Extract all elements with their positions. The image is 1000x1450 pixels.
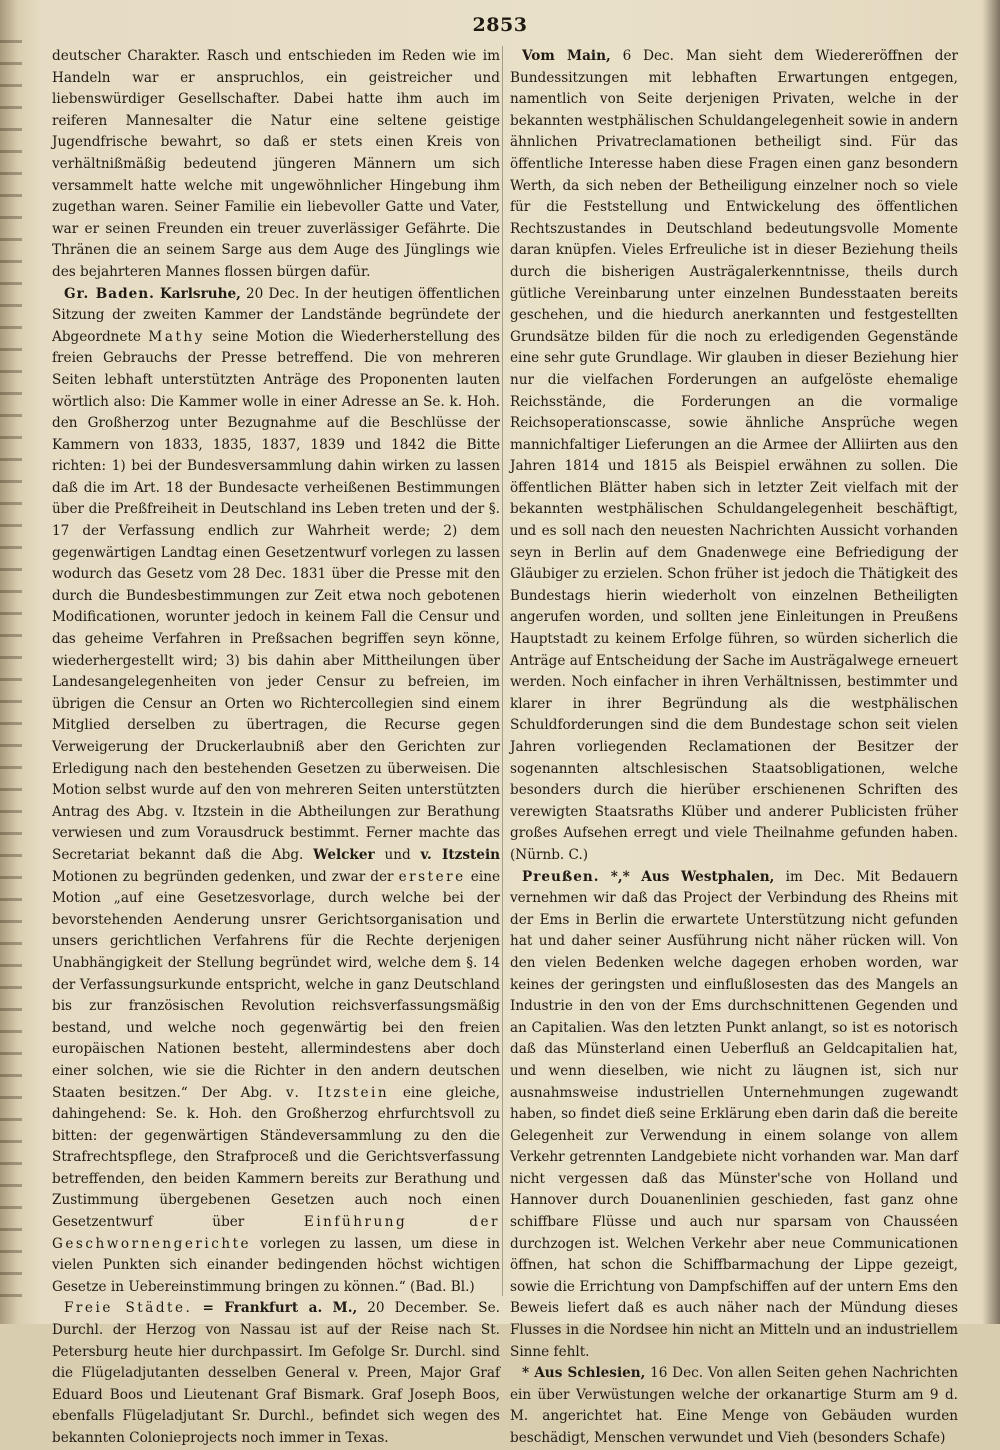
article-text: Von allen Seiten gehen Nachrichten ein über Verwüstungen welche der orkanartige Sturm am 9 d. M. angerichtet hat. Eine Menge von Gebäuden wurden beschädigt, Menschen verwundet und Vieh (besonders Schafe) <box>510 1365 958 1446</box>
article-dateline-place: Karlsruhe, <box>159 285 241 302</box>
article-vom-main <box>510 46 958 867</box>
article-frankfurt <box>52 1298 500 1449</box>
margin-bleed-through <box>0 40 22 1310</box>
article-dateline-date: 20 Dec. <box>246 285 300 302</box>
article-dateline-place: Vom Main, <box>522 48 611 64</box>
left-column <box>52 46 501 1446</box>
page-edge-shadow <box>982 0 1000 1324</box>
article-text: Mit Bedauern vernehmen wir daß das Project der Verbindung des Rheins mit der Ems in Berlin die erwartete Unterstützung nicht gefunden hat und daher seiner Ausführung nicht näher rücken will. Von den vielen Bedenken welche dagegen erhoben worden, war keines der geringsten und einflußlosesten das des Mangels an Industrie in den von der Ems durchschnittenen Gegenden und an Capitalien. Was den letzten Punkt anlangt, so ist es notorisch daß das Münsterland einen Ueberfluß an Geldcapitalien hat, und wenn dieselben, wie nicht zu läugnen ist, sich nur ausnahmsweise industriellen Unternehmungen zugewandt haben, so findet dieß seine Erklärung eben darin daß die bereite Gelegenheit zur Verwendung in einem solange von allem Verkehr getrennten Landgebiete nicht vorhanden war. Man darf nicht vergessen daß das Münster'sche von Holland und Hannover durch Douanenlinien geschieden, fast ganz ohne schiffbare Flüsse und auch nur sparsam von Chausséen durchzogen ist. Welchen Verkehr aber neue Communicationen öffnen, hat schon die Schiffbarmachung der Lippe gezeigt, sowie die Errichtung von Dampfschiffen auf der untern Ems den Beweis liefert daß es auch näher nach der Mündung dieses Flusses in die Nordsee hin nicht an Mitteln und an industriellem Sinne fehlt. <box>510 868 958 1360</box>
bold-name: Welcker <box>313 846 375 863</box>
article-dateline-place: = Frankfurt a. M., <box>202 1300 358 1317</box>
article-dateline-date: im Dec. <box>785 868 845 885</box>
article-text: Man sieht dem Wiedereröffnen der Bundessitzungen mit lebhaften Erwartungen entgegen, namentlich von Seite derjenigen Privaten, welche in der bekannten westphälischen Schuldangelegenheit sowie in andern ähnlichen Privatreclamationen betheiligt sind. Für das öffentliche Interesse haben diese Fragen einen ganz besondern Werth, da sich neben der Betheiligung einzelner noch so viele für die Feststellung und Entwickelung des öffentlichen Rechtszustandes in Deutschland bedeutungsvolle Momente daran knüpfen. Vieles Erfreuliche ist in dieser Beziehung theils durch die bisherigen Austrägalerkenntnisse, theils durch gütliche Vereinbarung unter einzelnen Bundesstaaten bereits geschehen, und die hiedurch anerkannten und festgestellten Grundsätze bilden für die noch zu erledigenden Gegenstände eine sehr gute Grundlage. Wir glauben in dieser Beziehung hier nur die vielfachen Forderungen an aufgelöste ehemalige Reichsstände, die Forderungen an die vormalige Reichsoperationscasse, sowie ähnliche Ansprüche wegen mannichfaltiger Lieferungen an die Armee der Alliirten aus den Jahren 1814 und 1815 als Beispiel erwähnen zu sollen. Die öffentlichen Blätter haben sich in letzter Zeit vielfach mit der bekannten westphälischen Schuldangelegenheit beschäftigt, und es soll nach den neuesten Nachrichten Aussicht vorhanden seyn in Berlin auf dem Gnadenwege eine Befriedigung der Gläubiger zu erzielen. Schon früher ist jedoch die Thätigkeit des Bundestags hierin wiederholt von einzelnen Betheiligten angerufen worden, und sollten jene Einleitungen in Preußens Hauptstadt zu keinem Erfolge führen, so würden sicherlich die Anträge auf Entscheidung der Sache im Austrägalwege erneuert werden. Noch einfacher in ihren Verhältnissen, bestimmter und klarer in ihrer Begründung als die westphälischen Schuldforderungen sind die dem Bundestage schon seit vielen Jahren vorliegenden Reclamationen der Besitzer der sogenannten altschlesischen Staatsobligationen, welche besonders durch die hierüber erschienenen Schriften des verewigten Staatsraths Klüber und anderer Publicisten früher großes Aufsehen erregt und viele Theilnahme gefunden haben. (Nürnb. C.) <box>510 48 958 863</box>
article-heading: Gr. Baden. <box>64 285 155 302</box>
page-number: 2853 <box>472 14 528 36</box>
spaced-name: v. Itzstein <box>285 1084 390 1101</box>
article-continuation <box>52 46 500 284</box>
article-dateline-place: * Aus Schlesien, <box>522 1365 646 1382</box>
column-divider <box>502 46 503 1296</box>
spaced-name: Einführung der Geschwornengerichte <box>52 1214 500 1252</box>
article-text: eine gleiche, dahingehend: Se. k. Hoh. den Großherzog ehrfurchtsvoll zu bitten: der gegenwärtigen Ständeversammlung zu den die Strafrechtspflege, den Strafproceß und die Gerichtsverfassung betreffenden, den beiden Kammern bereits zur Berathung und Zustimmung übergebenen Gesetzen auch noch einen Gesetzentwurf über <box>52 1084 500 1231</box>
article-dateline-date: 16 Dec. <box>650 1365 704 1382</box>
article-text: vorlegen zu lassen, um diese in vielen Punkten sich einander bedingenden höchst wichtigen Gesetze in Uebereinstimmung bringen zu können.“ (Bad. Bl.) <box>52 1235 500 1295</box>
article-text: Se. Durchl. der Herzog von Nassau ist auf der Reise nach St. Petersburg heute hier durchpassirt. Im Gefolge Sr. Durchl. sind die Flügeladjutanten desselben General v. Preen, Major Graf Eduard Boos und Lieutenant Graf Bismark. Graf Joseph Boos, ebenfalls Flügeladjutant Sr. Durchl., befindet sich wegen des bekannten Colonieprojects noch immer in Texas. <box>52 1300 500 1446</box>
article-baden <box>52 284 500 1299</box>
article-text: In der heutigen öffentlichen Sitzung der zweiten Kammer der Landstände begründete der Abgeordnete <box>52 285 501 345</box>
spaced-name: Mathy <box>148 328 205 345</box>
article-dateline-date: 6 Dec. <box>622 48 674 64</box>
obituary-text: deutscher Charakter. Rasch und entschieden im Reden wie im Handeln war er anspruchlos, ein geistreicher und liebenswürdiger Gesellschafter. Dabei hatte ihm auch im reiferen Mannesalter die Natur eine seltene geistige Jugendfrische bewahrt, so daß er stets einen Kreis von verhältnißmäßig bedeutend jüngeren Männern um sich versammelt hatte welche mit ungewöhnlicher Hingebung ihm zugethan waren. Seiner Familie ein liebevoller Gatte und Vater, war er seinen Freunden ein treuer zuverlässiger Gefährte. Die Thränen die an seinem Sarge aus dem Auge des Jünglings wie des bejahrteren Mannes flossen bürgen dafür. <box>52 48 500 280</box>
article-text: eine Motion „auf eine Gesetzesvorlage, durch welche bei der bevorstehenden Aenderung unsrer Gerichtsorganisation und unsers gerichtlichen Verfahrens für die Rechte derjenigen Unabhängigkeit der Stellung begründet wird, welche dem §. 14 der Verfassungsurkunde entspricht, welche in ganz Deutschland bis zur französischen Revolution reichsverfassungsmäßig bestand, und welche noch gegenwärtig bei den freien europäischen Nationen besteht, allermindestens aber doch einer solchen, wie sie die Richter in den andern deutschen Staaten besitzen.“ Der Abg. <box>52 868 500 1101</box>
article-text: Motionen zu begründen gedenken, und zwar der <box>52 868 394 885</box>
article-dateline-place: *,* Aus Westphalen, <box>610 868 775 885</box>
article-heading: Freie Städte. <box>64 1300 193 1317</box>
article-westphalen <box>510 867 958 1364</box>
right-column <box>510 46 958 1446</box>
article-heading: Preußen. <box>522 868 600 885</box>
spaced-name: erstere <box>398 868 466 885</box>
article-text: seine Motion die Wiederherstellung des freien Gebrauchs der Presse betreffend. Die von mehreren Seiten lebhaft unterstützten Anträge des Proponenten lauten wörtlich also: Die Kammer wolle in einer Adresse an Se. k. Hoh. den Großherzog unter Bezugnahme auf die Beschlüsse der Kammern von 1833, 1835, 1837, 1839 und 1842 die Bitte richten: 1) bei der Bundesversammlung dahin wirken zu lassen daß die im Art. 18 der Bundesacte verheißenen Bestimmungen über die Preßfreiheit in Deutschland ins Leben treten und der §. 17 der Verfassung endlich zur Wahrheit werde; 2) dem gegenwärtigen Landtag einen Gesetzentwurf vorlegen zu lassen wodurch das Gesetz vom 28 Dec. 1831 über die Presse mit den durch die Bundesbestimmungen zur Zeit etwa noch gebotenen Modificationen, worunter jedoch in keinem Fall die Censur und das geheime Verfahren in Preßsachen begriffen seyn könne, wiederhergestellt wird; 3) bis dahin aber Mittheilungen über Landesangelegenheiten von jeder Censur zu befreien, im übrigen die Censur an Orten wo Richtercollegien sind einem Mitglied derselben zu übertragen, die Recurse gegen Verweigerung der Druckerlaubniß aber den Gerichten zur Erledigung nach den bestehenden Gesetzen zu überweisen. Die Motion selbst wurde auf den von mehreren Seiten unterstützten Antrag des Abg. v. Itzstein in die Abtheilungen zur Berathung verwiesen und zum Vorausdruck bestimmt. Ferner machte das Secretariat bekannt daß die Abg. <box>52 328 500 863</box>
bold-name: v. Itzstein <box>420 846 501 863</box>
article-dateline-date: 20 December. <box>367 1300 469 1317</box>
article-text: und <box>384 846 411 863</box>
article-schlesien <box>510 1363 958 1449</box>
